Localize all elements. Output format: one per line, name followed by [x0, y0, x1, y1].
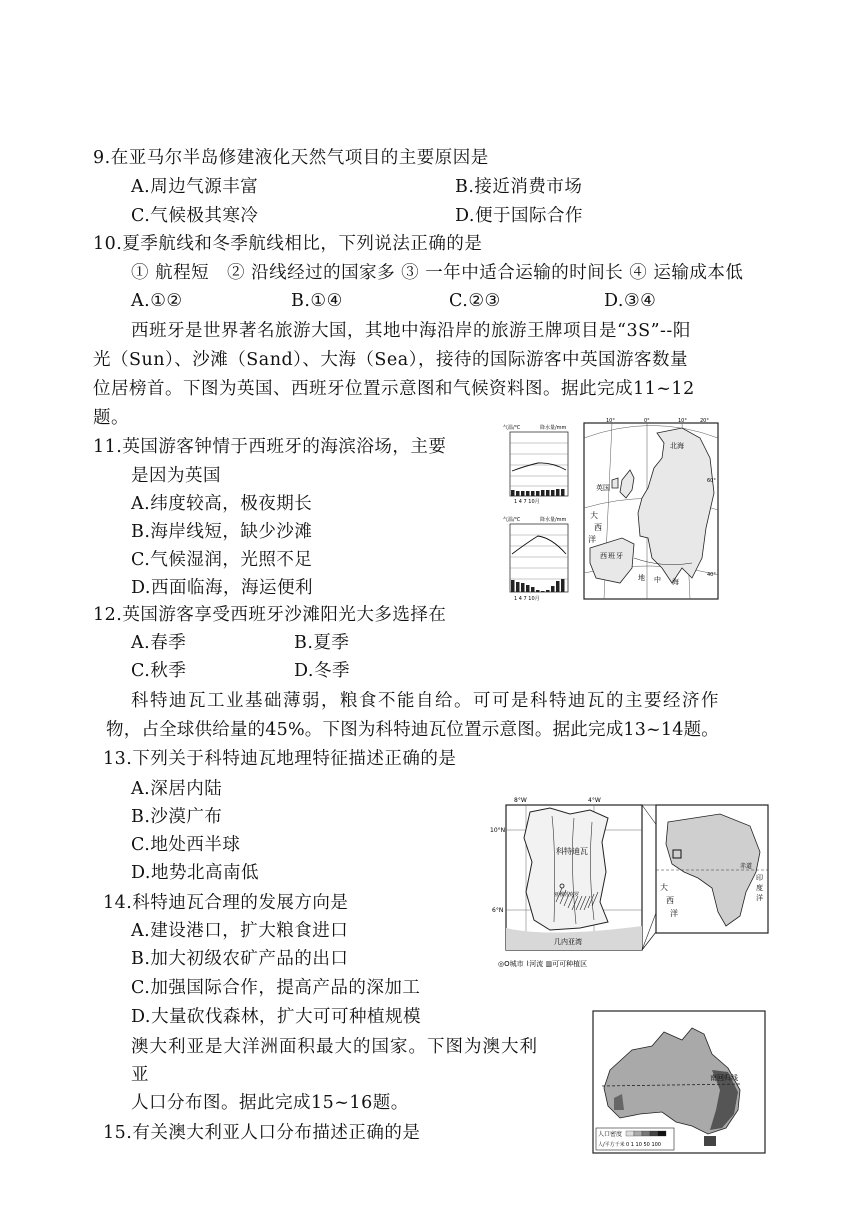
q14-stem: 14.科特迪瓦合理的发展方向是 — [103, 893, 349, 913]
aus-legend-title: 人口密度 — [598, 1131, 623, 1138]
q10-option-d[interactable]: D.③④ — [604, 291, 657, 311]
label-lon-0: 0° — [644, 418, 650, 424]
aus-intro-line3: 人口分布图。据此完成15~16题。 — [131, 1093, 409, 1113]
q9-option-d[interactable]: D.便于国际合作 — [455, 206, 583, 226]
africa-indian-c: 洋 — [756, 894, 763, 902]
africa-indian-b: 度 — [756, 884, 763, 892]
q11-stem-line1: 11.英国游客钟情于西班牙的海滨浴场，主要 — [93, 437, 447, 457]
q12-option-d[interactable]: D.冬季 — [294, 661, 350, 681]
q11-option-c[interactable]: C.气候湿润，光照不足 — [131, 550, 313, 570]
q12-option-a[interactable]: A.春季 — [131, 633, 187, 653]
cote-lat1: 10°N — [490, 827, 506, 834]
q11-option-d[interactable]: D.西面临海，海运便利 — [131, 578, 313, 598]
q10-statements: ① 航程短 ② 沿线经过的国家多 ③ 一年中适合运输的时间长 ④ 运输成本低 — [131, 263, 744, 283]
q10-option-c[interactable]: C.②③ — [449, 291, 501, 311]
label-ocean-c: 洋 — [588, 535, 596, 544]
europe-map — [582, 418, 722, 603]
cote-gulf-label: 几内亚湾 — [554, 938, 582, 946]
label-spain-b: 班 — [608, 552, 615, 560]
q11-stem-line2: 是因为英国 — [131, 466, 221, 486]
label-ocean-a: 大 — [590, 511, 598, 520]
q14-option-a[interactable]: A.建设港口，扩大粮食进口 — [131, 921, 349, 941]
q9-stem: 9.在亚马尔半岛修建液化天然气项目的主要原因是 — [93, 148, 489, 168]
cote-legend: ◎O城市 ⌇河流 ▥可可种植区 — [498, 960, 588, 968]
aus-tropic-label: 南回归线 — [710, 1074, 738, 1082]
label-lon-e: 10° — [678, 418, 687, 424]
label-uk: 英国 — [596, 484, 610, 492]
label-ocean-b: 西 — [594, 523, 602, 532]
spain-intro-line2: 光（Sun）、沙滩（Sand）、大海（Sea），接待的国际游客中英国游客数量 — [93, 350, 688, 370]
q12-option-b[interactable]: B.夏季 — [294, 633, 350, 653]
label-spain-a: 西 — [600, 552, 607, 560]
q10-option-a[interactable]: A.①② — [131, 291, 183, 311]
africa-ocean-b: 西 — [666, 896, 674, 905]
cote-lat2: 6°N — [492, 907, 504, 914]
label-lat-40: 40° — [707, 572, 716, 578]
climate1-months: 1 4 7 10月 — [514, 499, 540, 504]
africa-ocean-c: 洋 — [670, 909, 678, 918]
q13-stem: 13.下列关于科特迪瓦地理特征描述正确的是 — [103, 749, 457, 769]
q12-stem: 12.英国游客享受西班牙沙滩阳光大多选择在 — [93, 605, 447, 625]
climate2-months: 1 4 7 10月 — [514, 596, 540, 602]
africa-ocean-a: 大 — [660, 883, 668, 892]
q13-option-d[interactable]: D.地势北高南低 — [131, 863, 259, 883]
q11-option-a[interactable]: A.纬度较高，极夜期长 — [131, 494, 313, 514]
q14-option-b[interactable]: B.加大初级农矿产品的出口 — [131, 949, 349, 969]
spain-intro-line3: 位居榜首。下图为英国、西班牙位置示意图和气候资料图。据此完成11~12 — [93, 379, 695, 399]
cote-country-label: 科特迪瓦 — [556, 847, 588, 856]
label-lon-20: 20° — [700, 418, 709, 424]
climate-chart-spain — [500, 514, 578, 602]
spain-intro-line1: 西班牙是世界著名旅游大国，其地中海沿岸的旅游王牌项目是“3S”--阳 — [131, 321, 691, 341]
climate1-y-left: 气温/℃ — [503, 425, 521, 431]
climate1-y-right: 降水量/mm — [540, 425, 567, 431]
q10-stem: 10.夏季航线和冬季航线相比，下列说法正确的是 — [93, 234, 483, 254]
q14-option-d[interactable]: D.大量砍伐森林，扩大可可种植规模 — [131, 1007, 421, 1027]
cote-city-label: 亚穆苏克罗 — [554, 892, 580, 898]
q9-option-a[interactable]: A.周边气源丰富 — [131, 177, 259, 197]
q13-option-b[interactable]: B.沙漠广布 — [131, 807, 223, 827]
label-spain-c: 牙 — [616, 552, 623, 560]
spain-intro-line4: 题。 — [93, 408, 129, 428]
q11-option-b[interactable]: B.海岸线短，缺少沙滩 — [131, 522, 313, 542]
cote-figure — [490, 792, 772, 972]
q13-option-c[interactable]: C.地处西半球 — [131, 835, 241, 855]
q12-option-c[interactable]: C.秋季 — [131, 661, 187, 681]
label-lat-60: 60° — [707, 478, 716, 484]
aus-legend-unit: 人/平方千米 — [598, 1142, 625, 1148]
africa-equator-label: 赤道 — [740, 863, 753, 870]
australia-figure — [592, 1010, 766, 1154]
q14-option-c[interactable]: C.加强国际合作，提高产品的深加工 — [131, 978, 421, 998]
label-lon-w: 10° — [606, 418, 615, 424]
aus-intro-line1: 澳大利亚是大洋洲面积最大的国家。下图为澳大利 — [131, 1037, 538, 1057]
q10-option-b[interactable]: B.①④ — [291, 291, 343, 311]
q9-option-c[interactable]: C.气候极其寒冷 — [131, 206, 259, 226]
climate2-y-right: 降水量/mm — [540, 517, 567, 523]
label-med-b: 中 — [654, 576, 661, 584]
label-med-a: 地 — [638, 574, 645, 582]
europe-figure — [500, 418, 722, 603]
australia-population-map — [592, 1010, 766, 1154]
q15-stem: 15.有关澳大利亚人口分布描述正确的是 — [103, 1123, 421, 1143]
cote-lon2: 4°W — [588, 797, 601, 804]
q9-option-b[interactable]: B.接近消费市场 — [455, 177, 583, 197]
label-med-c: 海 — [672, 578, 679, 586]
aus-legend-values: 0 1 10 50 100 — [626, 1142, 661, 1148]
cote-map — [490, 792, 772, 972]
climate-chart-uk — [500, 422, 578, 504]
label-north-sea: 北海 — [670, 442, 684, 450]
cote-intro-line2: 物，占全球供给量的45%。下图为科特迪瓦位置示意图。据此完成13~14题。 — [106, 720, 719, 740]
cote-intro-line1: 科特迪瓦工业基础薄弱，粮食不能自给。可可是科特迪瓦的主要经济作 — [131, 691, 720, 711]
africa-indian-a: 印 — [756, 874, 763, 882]
climate2-y-left: 气温/℃ — [503, 517, 521, 523]
cote-lon1: 8°W — [514, 797, 527, 804]
q13-option-a[interactable]: A.深居内陆 — [131, 779, 223, 799]
aus-intro-line2: 亚 — [131, 1065, 149, 1085]
